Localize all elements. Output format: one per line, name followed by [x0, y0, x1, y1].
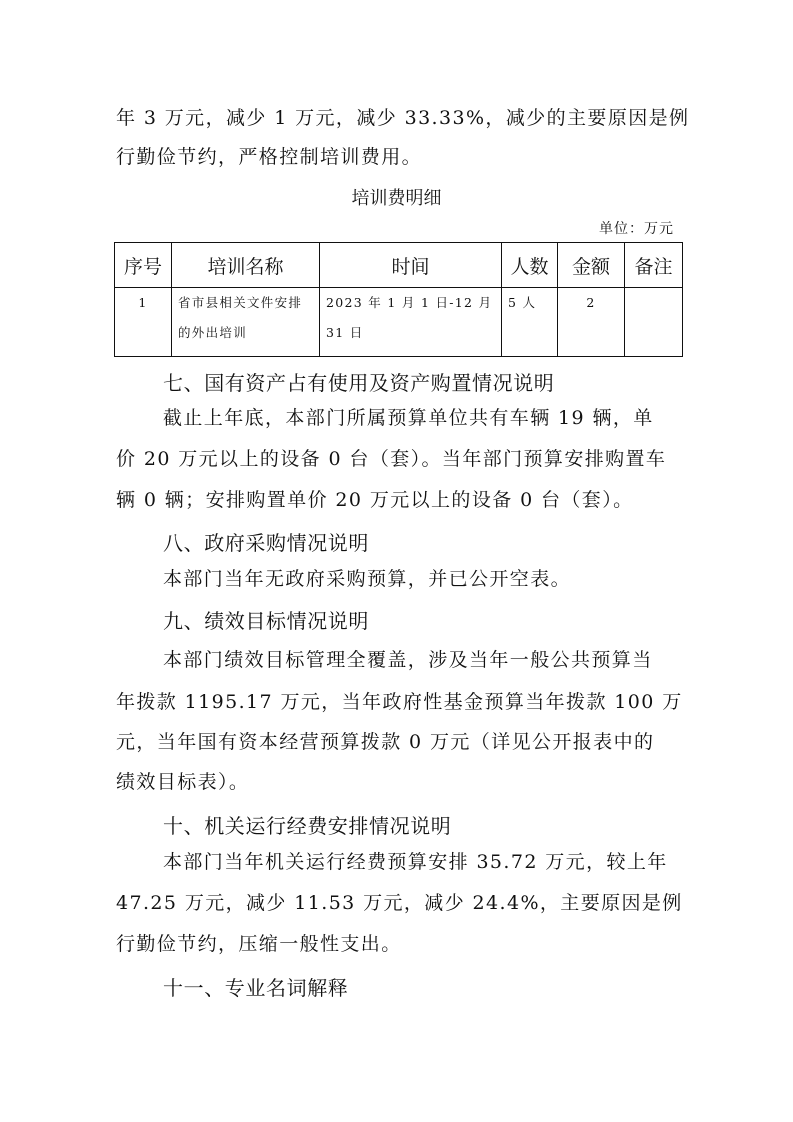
- section-7-line-1: 截止上年底，本部门所属预算单位共有车辆 19 辆，单: [163, 407, 654, 429]
- header-amount: 金额: [558, 243, 625, 288]
- cell-time: 2023 年 1 月 1 日-12 月 31 日: [320, 288, 502, 357]
- cell-people: 5 人: [502, 288, 558, 357]
- table-header-row: [115, 243, 683, 288]
- header-people: 人数: [502, 243, 558, 288]
- header-name: 培训名称: [172, 243, 320, 288]
- section-11-heading: 十一、专业名词解释: [163, 976, 349, 1000]
- section-10-line-1: 本部门当年机关运行经费预算安排 35.72 万元，较上年: [163, 851, 668, 873]
- section-9-line-1: 本部门绩效目标管理全覆盖，涉及当年一般公共预算当: [163, 649, 653, 671]
- section-9-heading: 九、绩效目标情况说明: [163, 609, 369, 633]
- header-note: 备注: [625, 243, 683, 288]
- cell-amount: 2: [558, 288, 625, 357]
- section-8-line-1: 本部门当年无政府采购预算，并已公开空表。: [163, 568, 572, 590]
- section-8-heading: 八、政府采购情况说明: [163, 531, 369, 555]
- cell-index: 1: [115, 288, 172, 357]
- cell-note: [625, 288, 683, 357]
- table-title: 培训费明细: [351, 188, 442, 209]
- section-9-line-4: 绩效目标表）。: [116, 771, 250, 793]
- section-10-line-3: 行勤俭节约，压缩一般性支出。: [116, 933, 402, 955]
- table-row: [115, 288, 683, 357]
- intro-line-1: 年 3 万元，减少 1 万元，减少 33.33%，减少的主要原因是例: [116, 107, 690, 129]
- section-9-line-2: 年拨款 1195.17 万元，当年政府性基金预算当年拨款 100 万: [116, 691, 683, 713]
- section-10-heading: 十、机关运行经费安排情况说明: [163, 814, 452, 838]
- cell-name: 省市县相关文件安排的外出培训: [172, 288, 320, 357]
- intro-line-2: 行勤俭节约，严格控制培训费用。: [116, 146, 423, 168]
- training-fee-table: [114, 242, 683, 357]
- header-time: 时间: [320, 243, 502, 288]
- section-10-line-2: 47.25 万元，减少 11.53 万元，减少 24.4%，主要原因是例: [116, 892, 683, 914]
- section-7-line-2: 价 20 万元以上的设备 0 台（套）。当年部门预算安排购置车: [116, 448, 667, 470]
- section-7-line-3: 辆 0 辆；安排购置单价 20 万元以上的设备 0 台（套）。: [116, 489, 634, 511]
- table-unit: 单位：万元: [599, 221, 674, 237]
- header-index: 序号: [115, 243, 172, 288]
- section-9-line-3: 元，当年国有资本经营预算拨款 0 万元（详见公开报表中的: [116, 731, 655, 753]
- section-7-heading: 七、国有资产占有使用及资产购置情况说明: [163, 371, 555, 395]
